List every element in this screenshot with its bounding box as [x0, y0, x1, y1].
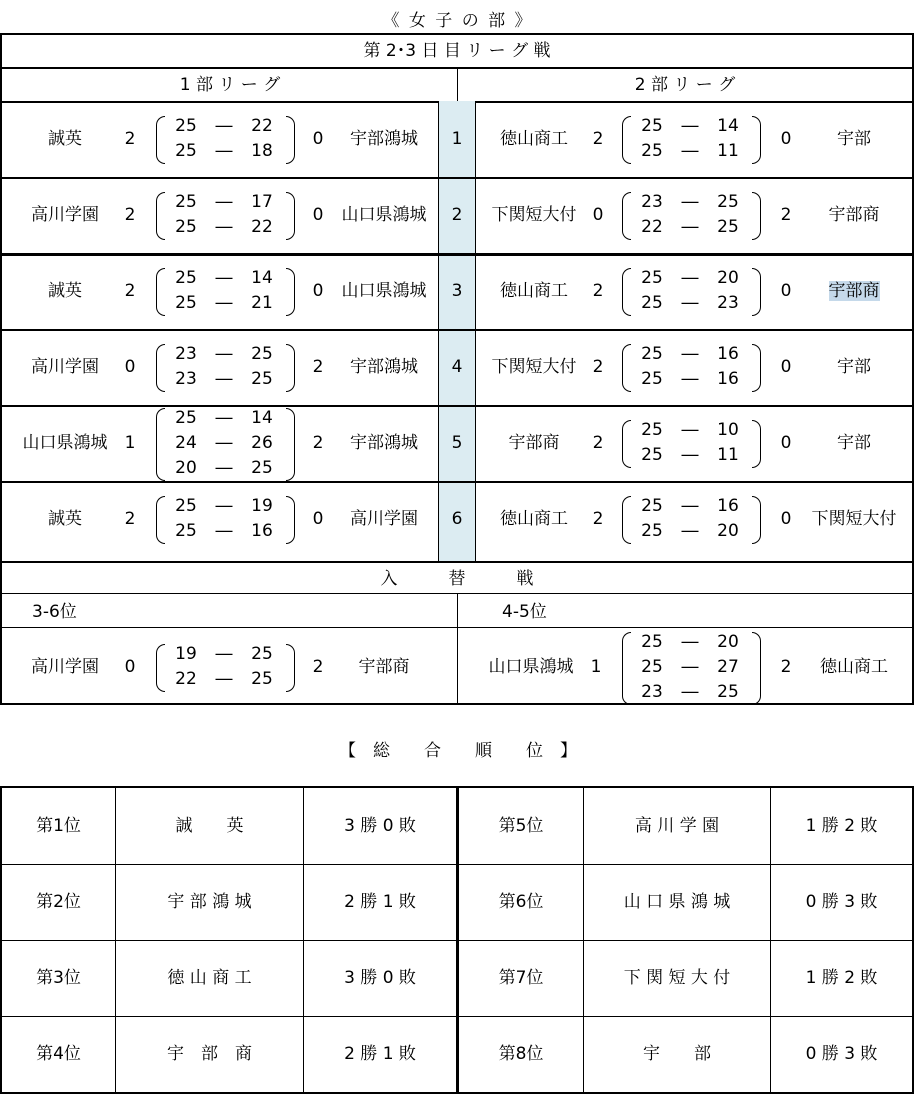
set-line: [166, 342, 282, 367]
standing-rank: 第3位: [36, 968, 81, 988]
dash: ―: [681, 521, 699, 541]
set-score-away: 22: [251, 217, 273, 237]
bracket-left: [156, 116, 165, 164]
dash: ―: [681, 420, 699, 440]
set-score-home: 25: [641, 344, 663, 364]
set-score-home: 23: [175, 369, 197, 389]
set-score-away: 23: [717, 293, 739, 313]
away-team: 山口県鴻城: [341, 205, 427, 225]
set-score-home: 25: [175, 116, 197, 136]
dash: ―: [215, 217, 233, 237]
set-score-home: 20: [175, 458, 197, 478]
away-sets-won: 0: [312, 205, 324, 225]
away-team-highlight: 宇部商: [828, 281, 880, 301]
set-score-away: 11: [717, 141, 739, 161]
standing-team: 徳 山 商 工: [167, 968, 252, 988]
set-scores: [632, 494, 748, 544]
set-score-home: 23: [641, 682, 663, 702]
set-scores: [166, 190, 282, 240]
standing-team: 宇 部 商: [167, 1044, 252, 1064]
away-sets-won: 0: [780, 433, 792, 453]
away-sets-won: 2: [312, 657, 324, 677]
playoff-left-label: 3-6位: [32, 602, 77, 622]
standing-rank: 第6位: [498, 892, 544, 912]
away-team: 宇部: [837, 433, 871, 453]
set-score-home: 25: [641, 369, 663, 389]
set-score-away: 25: [251, 458, 273, 478]
away-sets-won: 2: [312, 357, 324, 377]
dash: ―: [681, 268, 699, 288]
away-team: 宇部: [837, 357, 871, 377]
set-line: [632, 418, 748, 443]
home-sets-won: 0: [592, 205, 604, 225]
set-score-home: 25: [175, 293, 197, 313]
dash: ―: [681, 496, 699, 516]
set-line: [166, 456, 282, 481]
dash: ―: [215, 521, 233, 541]
standing-rank: 第8位: [498, 1044, 544, 1064]
set-score-home: 23: [641, 192, 663, 212]
set-score-home: 22: [175, 669, 197, 689]
set-score-away: 25: [251, 644, 273, 664]
set-line: [166, 667, 282, 692]
set-score-away: 25: [251, 344, 273, 364]
set-line: [632, 443, 748, 468]
dash: ―: [681, 369, 699, 389]
set-score-away: 19: [251, 496, 273, 516]
away-sets-won: 2: [312, 433, 324, 453]
bracket-left: [622, 632, 631, 705]
set-score-away: 20: [717, 268, 739, 288]
away-sets-won: 0: [780, 357, 792, 377]
standing-rank: 第5位: [498, 816, 544, 836]
set-line: [166, 367, 282, 392]
home-sets-won: 2: [592, 357, 604, 377]
standing-team: 山 口 県 鴻 城: [623, 892, 731, 912]
set-score-away: 26: [251, 433, 273, 453]
away-team: 宇部: [837, 129, 871, 149]
away-team: 宇部鴻城: [350, 357, 418, 377]
day-header: 第 2･3 日 目 リ ー グ 戦: [363, 41, 551, 61]
set-scores: [632, 630, 748, 705]
section-title: 《 女 子 の 部 》: [382, 11, 534, 31]
dash: ―: [215, 268, 233, 288]
home-sets-won: 2: [592, 281, 604, 301]
bracket-left: [622, 192, 631, 240]
dash: ―: [215, 669, 233, 689]
set-score-away: 20: [717, 521, 739, 541]
dash: ―: [215, 344, 233, 364]
dash: ―: [681, 632, 699, 652]
set-score-home: 25: [641, 632, 663, 652]
set-score-home: 25: [175, 192, 197, 212]
set-line: [632, 680, 748, 705]
bracket-right: [752, 268, 761, 316]
home-team: 山口県鴻城: [22, 433, 108, 453]
home-team: 下関短大付: [491, 205, 577, 225]
match-number: 4: [451, 357, 463, 377]
playoff-right-label: 4-5位: [502, 602, 547, 622]
set-scores: [166, 342, 282, 392]
set-scores: [166, 642, 282, 692]
set-scores: [166, 266, 282, 316]
set-line: [632, 655, 748, 680]
set-score-away: 16: [717, 496, 739, 516]
bracket-left: [622, 268, 631, 316]
dash: ―: [215, 293, 233, 313]
set-scores: [166, 406, 282, 481]
bracket-right: [752, 632, 761, 705]
home-team: 誠英: [48, 129, 82, 149]
set-scores: [632, 266, 748, 316]
set-score-home: 25: [641, 293, 663, 313]
home-sets-won: 2: [592, 129, 604, 149]
bracket-left: [622, 344, 631, 392]
dash: ―: [681, 141, 699, 161]
set-line: [166, 291, 282, 316]
home-sets-won: 0: [124, 357, 136, 377]
set-score-away: 14: [251, 268, 273, 288]
standing-team: 高 川 学 園: [634, 816, 720, 836]
set-score-away: 11: [717, 445, 739, 465]
home-team: 徳山商工: [500, 129, 568, 149]
bracket-left: [156, 344, 165, 392]
set-line: [166, 494, 282, 519]
set-score-away: 14: [251, 408, 273, 428]
set-line: [632, 139, 748, 164]
standing-record: 1 勝 2 敗: [805, 816, 878, 836]
bracket-left: [622, 420, 631, 468]
home-sets-won: 2: [124, 509, 136, 529]
away-sets-won: 0: [312, 509, 324, 529]
set-score-home: 25: [641, 521, 663, 541]
set-score-home: 25: [641, 657, 663, 677]
dash: ―: [215, 644, 233, 664]
set-score-home: 24: [175, 433, 197, 453]
set-scores: [632, 114, 748, 164]
set-score-away: 14: [717, 116, 739, 136]
bracket-right: [286, 192, 295, 240]
away-sets-won: 0: [312, 129, 324, 149]
dash: ―: [681, 217, 699, 237]
home-sets-won: 1: [124, 433, 136, 453]
standing-record: 0 勝 3 敗: [805, 892, 878, 912]
set-score-home: 25: [175, 141, 197, 161]
dash: ―: [215, 458, 233, 478]
set-score-away: 25: [717, 192, 739, 212]
dash: ―: [681, 192, 699, 212]
away-team: 宇部商: [358, 657, 410, 677]
set-score-away: 25: [717, 217, 739, 237]
home-team: 高川学園: [31, 357, 99, 377]
dash: ―: [215, 116, 233, 136]
home-sets-won: 2: [124, 129, 136, 149]
results-table: [0, 33, 914, 705]
bracket-right: [286, 644, 295, 692]
standings-title: 【 総 合 順 位 】: [339, 741, 577, 761]
set-score-home: 25: [641, 141, 663, 161]
set-score-home: 25: [175, 268, 197, 288]
away-sets-won: 0: [780, 509, 792, 529]
set-line: [632, 266, 748, 291]
league1-label: 1 部 リ ー グ: [179, 75, 281, 95]
set-score-away: 21: [251, 293, 273, 313]
set-score-home: 25: [641, 116, 663, 136]
home-team: 高川学園: [31, 205, 99, 225]
set-score-home: 25: [641, 420, 663, 440]
dash: ―: [681, 682, 699, 702]
standing-record: 0 勝 3 敗: [805, 1044, 878, 1064]
match-number: 3: [451, 281, 463, 301]
standing-rank: 第1位: [36, 816, 81, 836]
set-score-home: 25: [641, 445, 663, 465]
standings-table: [0, 786, 914, 1094]
dash: ―: [681, 344, 699, 364]
set-score-away: 16: [251, 521, 273, 541]
set-line: [166, 266, 282, 291]
away-team: 山口県鴻城: [341, 281, 427, 301]
bracket-right: [752, 420, 761, 468]
set-score-away: 25: [717, 682, 739, 702]
set-line: [166, 519, 282, 544]
standing-team: 誠 英: [175, 816, 244, 836]
set-score-home: 25: [175, 217, 197, 237]
match-number: 5: [451, 433, 463, 453]
set-score-home: 25: [641, 268, 663, 288]
set-line: [166, 431, 282, 456]
standing-rank: 第7位: [498, 968, 544, 988]
set-scores: [632, 342, 748, 392]
set-line: [632, 630, 748, 655]
set-line: [632, 342, 748, 367]
away-team: 下関短大付: [811, 509, 897, 529]
away-sets-won: 0: [780, 129, 792, 149]
home-team: 山口県鴻城: [488, 657, 574, 677]
bracket-right: [752, 192, 761, 240]
dash: ―: [681, 293, 699, 313]
away-sets-won: 2: [780, 657, 792, 677]
bracket-left: [156, 408, 165, 481]
league2-label: 2 部 リ ー グ: [634, 75, 736, 95]
bracket-right: [752, 116, 761, 164]
standing-record: 3 勝 0 敗: [344, 968, 416, 988]
home-sets-won: 2: [592, 509, 604, 529]
set-score-away: 25: [251, 369, 273, 389]
set-score-home: 25: [641, 496, 663, 516]
dash: ―: [215, 433, 233, 453]
set-scores: [166, 114, 282, 164]
set-line: [166, 190, 282, 215]
set-line: [632, 367, 748, 392]
standing-team: 宇 部: [643, 1044, 711, 1064]
set-score-home: 19: [175, 644, 197, 664]
set-line: [166, 642, 282, 667]
bracket-right: [286, 408, 295, 481]
away-team: 宇部鴻城: [350, 129, 418, 149]
set-score-home: 22: [641, 217, 663, 237]
bracket-left: [156, 496, 165, 544]
home-team: 高川学園: [31, 657, 99, 677]
home-team: 下関短大付: [491, 357, 577, 377]
playoff-header: 入 替 戦: [380, 569, 534, 589]
home-sets-won: 2: [124, 281, 136, 301]
set-score-home: 25: [175, 521, 197, 541]
set-line: [632, 291, 748, 316]
away-team: 徳山商工: [820, 657, 888, 677]
standing-team: 宇 部 鴻 城: [167, 892, 252, 912]
set-score-away: 22: [251, 116, 273, 136]
standing-record: 1 勝 2 敗: [805, 968, 878, 988]
away-sets-won: 2: [780, 205, 792, 225]
set-line: [166, 406, 282, 431]
away-team: 宇部商: [828, 205, 880, 225]
dash: ―: [215, 408, 233, 428]
set-score-away: 17: [251, 192, 273, 212]
bracket-left: [156, 644, 165, 692]
set-line: [166, 114, 282, 139]
set-score-away: 16: [717, 344, 739, 364]
set-line: [632, 215, 748, 240]
standing-rank: 第2位: [36, 892, 81, 912]
set-line: [632, 519, 748, 544]
home-sets-won: 0: [124, 657, 136, 677]
standing-record: 2 勝 1 敗: [344, 892, 416, 912]
bracket-right: [286, 268, 295, 316]
standing-record: 3 勝 0 敗: [344, 816, 416, 836]
home-team: 徳山商工: [500, 281, 568, 301]
away-team: [798, 279, 910, 303]
set-line: [166, 215, 282, 240]
dash: ―: [681, 657, 699, 677]
set-score-away: 20: [717, 632, 739, 652]
bracket-right: [286, 344, 295, 392]
dash: ―: [215, 141, 233, 161]
away-team: 高川学園: [350, 509, 418, 529]
away-sets-won: 0: [312, 281, 324, 301]
match-number: 6: [451, 509, 463, 529]
home-sets-won: 2: [124, 205, 136, 225]
bracket-left: [156, 192, 165, 240]
set-score-home: 25: [175, 496, 197, 516]
set-scores: [632, 190, 748, 240]
standing-rank: 第4位: [36, 1044, 81, 1064]
bracket-right: [286, 496, 295, 544]
bracket-left: [622, 496, 631, 544]
home-team: 誠英: [48, 509, 82, 529]
match-number: 1: [451, 129, 463, 149]
set-score-home: 25: [175, 408, 197, 428]
set-score-away: 10: [717, 420, 739, 440]
set-score-away: 25: [251, 669, 273, 689]
home-team: 徳山商工: [500, 509, 568, 529]
home-team: 宇部商: [508, 433, 560, 453]
set-score-away: 27: [717, 657, 739, 677]
set-line: [166, 139, 282, 164]
set-line: [632, 190, 748, 215]
set-score-away: 18: [251, 141, 273, 161]
set-line: [632, 114, 748, 139]
bracket-left: [156, 268, 165, 316]
bracket-right: [286, 116, 295, 164]
away-team: 宇部鴻城: [350, 433, 418, 453]
set-score-home: 23: [175, 344, 197, 364]
set-score-away: 16: [717, 369, 739, 389]
bracket-right: [752, 496, 761, 544]
set-scores: [632, 418, 748, 468]
home-sets-won: 2: [592, 433, 604, 453]
bracket-left: [622, 116, 631, 164]
away-sets-won: 0: [780, 281, 792, 301]
dash: ―: [215, 369, 233, 389]
set-line: [632, 494, 748, 519]
home-team: 誠英: [48, 281, 82, 301]
dash: ―: [215, 192, 233, 212]
bracket-right: [752, 344, 761, 392]
set-scores: [166, 494, 282, 544]
dash: ―: [681, 445, 699, 465]
match-number: 2: [451, 205, 463, 225]
standing-record: 2 勝 1 敗: [344, 1044, 416, 1064]
home-sets-won: 1: [590, 657, 602, 677]
dash: ―: [681, 116, 699, 136]
dash: ―: [215, 496, 233, 516]
standing-team: 下 関 短 大 付: [623, 968, 731, 988]
